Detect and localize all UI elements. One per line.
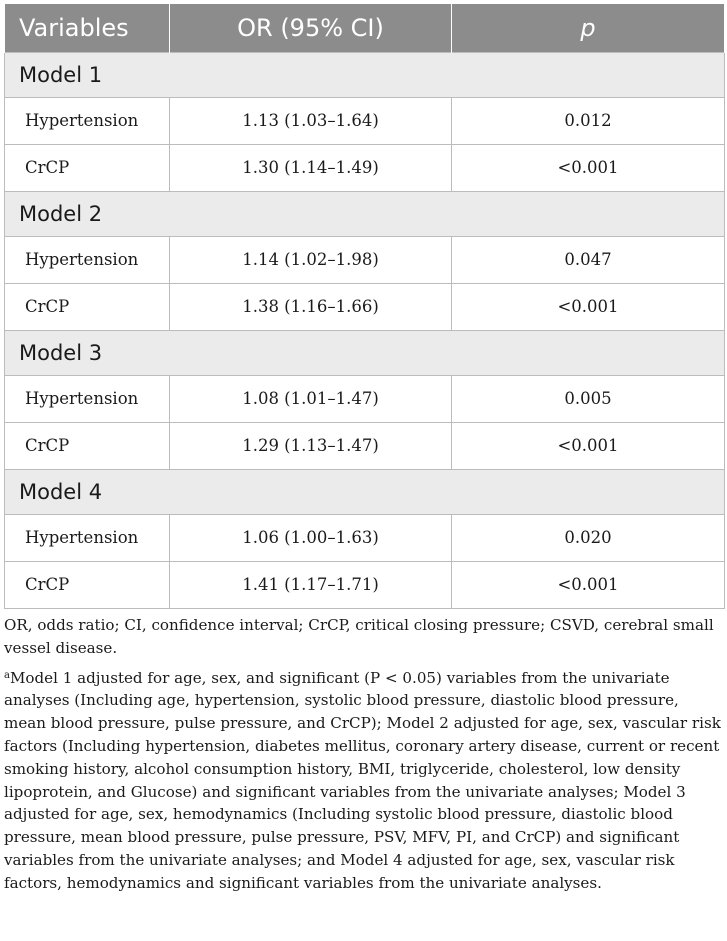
p-value-cell: <0.001 <box>452 283 725 330</box>
or-ci-cell: 1.41 (1.17–1.71) <box>170 561 452 608</box>
variable-cell: CrCP <box>5 422 170 469</box>
p-value-cell: 0.012 <box>452 97 725 144</box>
table-row <box>5 144 725 191</box>
or-ci-cell: 1.38 (1.16–1.66) <box>170 283 452 330</box>
odds-ratio-table <box>4 4 725 609</box>
table-row <box>5 375 725 422</box>
table-row <box>5 514 725 561</box>
model-group-row <box>5 469 725 514</box>
table-row <box>5 97 725 144</box>
table-row <box>5 283 725 330</box>
or-ci-cell: 1.29 (1.13–1.47) <box>170 422 452 469</box>
header-or-ci: OR (95% CI) <box>170 4 452 52</box>
p-value-cell: <0.001 <box>452 422 725 469</box>
model-label: Model 2 <box>5 191 725 236</box>
or-ci-cell: 1.14 (1.02–1.98) <box>170 236 452 283</box>
variable-cell: CrCP <box>5 144 170 191</box>
table-row <box>5 561 725 608</box>
variable-cell: Hypertension <box>5 97 170 144</box>
adjustment-note <box>4 665 724 895</box>
p-value-cell: 0.020 <box>452 514 725 561</box>
p-value-cell: 0.005 <box>452 375 725 422</box>
model-label: Model 4 <box>5 469 725 514</box>
or-ci-cell: 1.08 (1.01–1.47) <box>170 375 452 422</box>
variable-cell: CrCP <box>5 561 170 608</box>
variable-cell: Hypertension <box>5 375 170 422</box>
or-ci-cell: 1.06 (1.00–1.63) <box>170 514 452 561</box>
results-table-container <box>4 4 724 609</box>
model-label: Model 3 <box>5 330 725 375</box>
variable-cell: Hypertension <box>5 514 170 561</box>
table-row <box>5 422 725 469</box>
model-group-row <box>5 191 725 236</box>
header-variables: Variables <box>5 4 170 52</box>
p-value-cell: 0.047 <box>452 236 725 283</box>
variable-cell: CrCP <box>5 283 170 330</box>
adjustment-note-text: Model 1 adjusted for age, sex, and significant (P < 0.05) variables from the univariate analyses (Including age, hypertension, systolic blood pressure, diastolic blood pressure, mean blood pressure, pulse pressure, and CrCP); Model 2 adjusted for age, sex, vascular risk factors (Including hypertension, diabetes mellitus, coronary artery disease, current or recent smoking history, alcohol consumption history, BMI, triglyceride, cholesterol, low density lipoprotein, and Glucose) and significant variables from the univariate analyses; Model 3 adjusted for age, sex, hemodynamics (Including systolic blood pressure, diastolic blood pressure, mean blood pressure, pulse pressure, PSV, MFV, PI, and CrCP) and significant variables from the univariate analyses; and Model 4 adjusted for age, sex, vascular risk factors, hemodynamics and significant variables from the univariate analyses. <box>4 668 721 892</box>
or-ci-cell: 1.13 (1.03–1.64) <box>170 97 452 144</box>
table-footnotes <box>4 614 724 900</box>
table-header-row <box>5 4 725 52</box>
footnote-marker: a <box>4 669 10 681</box>
table-row <box>5 236 725 283</box>
header-p: p <box>452 4 725 52</box>
p-value-cell: <0.001 <box>452 144 725 191</box>
variable-cell: Hypertension <box>5 236 170 283</box>
abbreviations-note: OR, odds ratio; CI, confidence interval; CrCP, critical closing pressure; CSVD, cerebral small vessel disease. <box>4 616 714 657</box>
model-group-row <box>5 52 725 97</box>
model-group-row <box>5 330 725 375</box>
p-value-cell: <0.001 <box>452 561 725 608</box>
model-label: Model 1 <box>5 52 725 97</box>
or-ci-cell: 1.30 (1.14–1.49) <box>170 144 452 191</box>
